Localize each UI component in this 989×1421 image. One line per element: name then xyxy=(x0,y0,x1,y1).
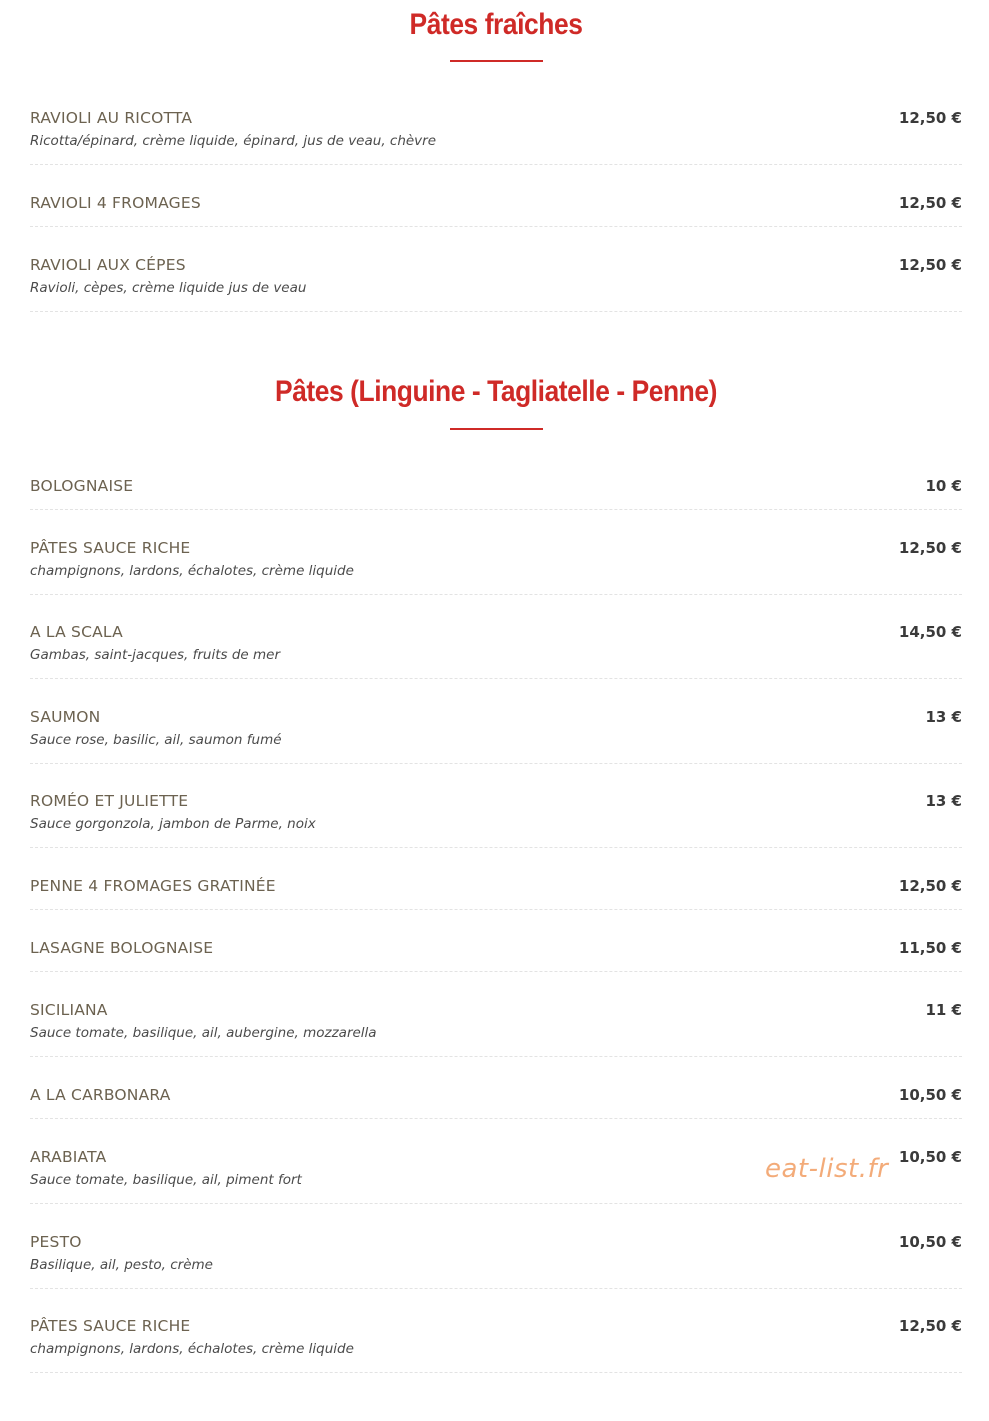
item-price: 12,50 € xyxy=(898,194,962,212)
item-description: champignons, lardons, échalotes, crème liquide xyxy=(30,563,354,579)
item-name: PESTO xyxy=(30,1233,82,1251)
item-description: Sauce gorgonzola, jambon de Parme, noix xyxy=(30,816,316,832)
menu-item xyxy=(30,1085,962,1119)
menu-item xyxy=(30,1316,962,1373)
item-name: LASAGNE BOLOGNAISE xyxy=(30,939,214,957)
item-name: RAVIOLI AU RICOTTA xyxy=(30,109,193,127)
menu-item xyxy=(30,622,962,679)
item-description: Ricotta/épinard, crème liquide, épinard, jus de veau, chèvre xyxy=(30,133,437,149)
item-description: Sauce rose, basilic, ail, saumon fumé xyxy=(30,732,282,748)
item-price: 13 € xyxy=(925,792,962,810)
item-description: Basilique, ail, pesto, crème xyxy=(30,1257,213,1273)
item-name: ROMÉO ET JULIETTE xyxy=(30,792,189,810)
menu-item xyxy=(30,876,962,910)
watermark: eat-list.fr xyxy=(765,1154,889,1184)
item-description: Sauce tomate, basilique, ail, piment fort xyxy=(30,1172,302,1188)
section-title-underline xyxy=(450,60,543,62)
item-name: RAVIOLI AUX CÉPES xyxy=(30,256,186,274)
menu-item xyxy=(30,1232,962,1289)
item-price: 12,50 € xyxy=(898,539,962,557)
section-title-underline xyxy=(450,428,543,430)
item-name: SICILIANA xyxy=(30,1001,108,1019)
menu-item xyxy=(30,108,962,165)
item-price: 10,50 € xyxy=(898,1233,962,1251)
menu-item xyxy=(30,476,962,510)
item-price: 10 € xyxy=(925,477,962,495)
item-description: Sauce tomate, basilique, ail, aubergine, mozzarella xyxy=(30,1025,377,1041)
menu-item xyxy=(30,538,962,595)
item-price: 10,50 € xyxy=(898,1086,962,1104)
item-name: A LA CARBONARA xyxy=(30,1086,171,1104)
section-title: Pâtes (Linguine - Tagliatelle - Penne) xyxy=(275,375,717,408)
item-price: 13 € xyxy=(925,708,962,726)
item-description: Gambas, saint-jacques, fruits de mer xyxy=(30,647,281,663)
item-name: BOLOGNAISE xyxy=(30,477,134,495)
item-price: 14,50 € xyxy=(898,623,962,641)
item-description: Ravioli, cèpes, crème liquide jus de veau xyxy=(30,280,307,296)
section-title: Pâtes fraîches xyxy=(409,8,583,41)
item-name: A LA SCALA xyxy=(30,623,123,641)
menu-item xyxy=(30,707,962,764)
menu-item xyxy=(30,1000,962,1057)
item-name: PÂTES SAUCE RICHE xyxy=(30,1317,191,1335)
item-name: PENNE 4 FROMAGES GRATINÉE xyxy=(30,877,276,895)
item-price: 12,50 € xyxy=(898,109,962,127)
item-name: RAVIOLI 4 FROMAGES xyxy=(30,194,201,212)
menu-item xyxy=(30,938,962,972)
menu-item xyxy=(30,791,962,848)
item-price: 11,50 € xyxy=(898,939,962,957)
item-price: 12,50 € xyxy=(898,1317,962,1335)
item-name: ARABIATA xyxy=(30,1148,107,1166)
menu-item xyxy=(30,255,962,312)
item-price: 12,50 € xyxy=(898,877,962,895)
item-name: SAUMON xyxy=(30,708,101,726)
item-price: 11 € xyxy=(925,1001,962,1019)
item-price: 12,50 € xyxy=(898,256,962,274)
menu-item xyxy=(30,193,962,227)
item-price: 10,50 € xyxy=(898,1148,962,1166)
item-name: PÂTES SAUCE RICHE xyxy=(30,539,191,557)
item-description: champignons, lardons, échalotes, crème liquide xyxy=(30,1341,354,1357)
